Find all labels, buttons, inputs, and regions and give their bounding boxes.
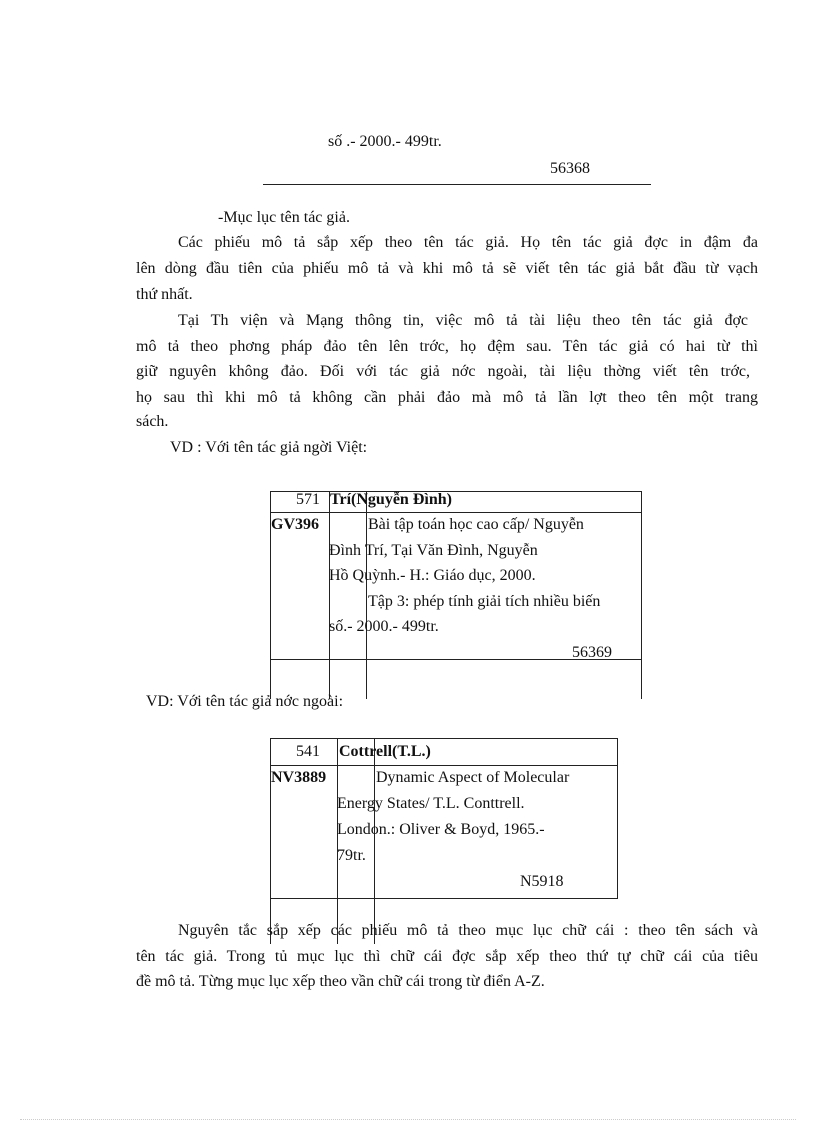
card2-line: 79tr. [337, 847, 366, 864]
card2-number: N5918 [520, 873, 564, 890]
page-bottom-rule [20, 1119, 796, 1120]
example2-label: VD: Với tên tác giả nớc ngoài: [146, 693, 344, 710]
card2-call-number: NV3889 [271, 769, 327, 786]
para3-line: đề mô tả. Từng mục lục xếp theo vần chữ cái trong từ điển A-Z. [136, 973, 545, 990]
para2-line: Tại Th viện và Mạng thông tin, việc mô tả tài liệu theo tên tác giả đợc [178, 312, 748, 329]
card2-class-number: 541 [296, 743, 320, 760]
para3-line: Nguyên tắc sắp xếp các phiếu mô tả theo mục lục chữ cái : theo tên sách và [178, 922, 758, 939]
card2-line: London.: Oliver & Boyd, 1965.- [337, 821, 545, 838]
example1-label: VD : Với tên tác giả ngời Việt: [170, 439, 368, 456]
para1-line: lên dòng đầu tiên của phiếu mô tả và khi mô tả sẽ viết tên tác giả bắt đầu từ vạch [136, 260, 758, 277]
para3-line: tên tác giả. Trong tủ mục lục thì chữ cái đợc sắp xếp theo thứ tự chữ cái của tiêu [136, 948, 758, 965]
card1-line: số.- 2000.- 499tr. [329, 618, 439, 635]
card1-call-number: GV396 [271, 516, 319, 533]
top-card-number: 56368 [550, 160, 590, 177]
card2-line: Dynamic Aspect of Molecular [376, 769, 570, 786]
card1-line: Đình Trí, Tại Văn Đình, Nguyễn [329, 542, 538, 559]
top-card-line: số .- 2000.- 499tr. [328, 133, 442, 150]
card1-line: Hồ Quỳnh.- H.: Giáo dục, 2000. [329, 567, 536, 584]
para2-line: mô tả theo phơng pháp đảo tên lên trớc, họ đệm sau. Tên tác giả có hai từ thì [136, 338, 758, 355]
card2-author: Cottrell(T.L.) [339, 743, 431, 760]
card1-author: Trí(Nguyễn Đình) [330, 491, 452, 508]
para2-line: giữ nguyên không đảo. Đối với tác giả nớc ngoài, tài liệu thờng viết tên trớc, [136, 363, 750, 380]
card1-number: 56369 [572, 644, 612, 661]
para2-line: họ sau thì khi mô tả không cần phải đảo mà mô tả lần lợt theo tên một trang [136, 389, 758, 406]
para1-line: thứ nhất. [136, 286, 193, 303]
section-heading: -Mục lục tên tác giả. [218, 209, 350, 226]
para2-line: sách. [136, 413, 169, 430]
card2-line: Energy States/ T.L. Conttrell. [337, 795, 525, 812]
card1-line: Tập 3: phép tính giải tích nhiều biến [368, 593, 601, 610]
top-card-bottom-rule [263, 184, 651, 185]
para1-line: Các phiếu mô tả sắp xếp theo tên tác giả. Họ tên tác giả đợc in đậm đa [178, 234, 758, 251]
card1-line: Bài tập toán học cao cấp/ Nguyễn [368, 516, 584, 533]
card1-class-number: 571 [296, 491, 320, 508]
